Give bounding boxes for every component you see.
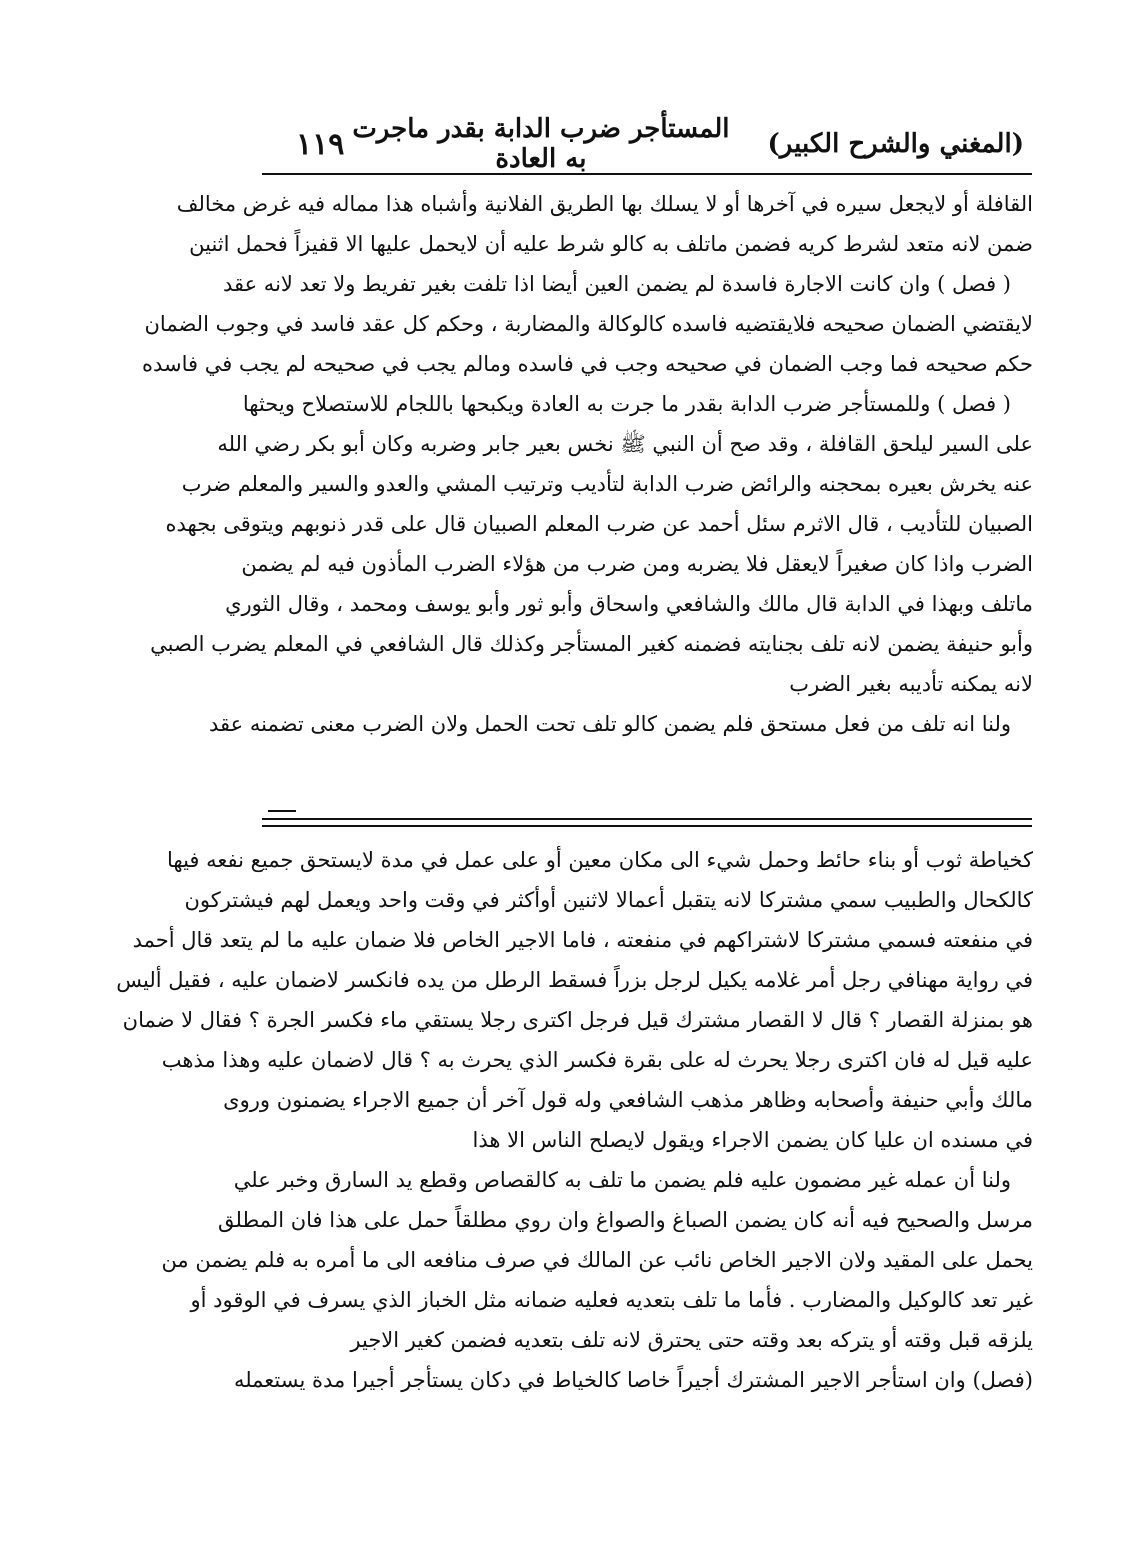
text-line: كالكحال والطبيب سمي مشتركا لانه يتقبل أعمالا لاثنين أوأكثر في وقت واحد ويعمل لهم فيشتركون bbox=[184, 888, 1033, 912]
text-line: كخياطة ثوب أو بناء حائط وحمل شيء الى مكان معين أو على عمل في مدة لايستحق جميع نفعه فيها bbox=[167, 848, 1033, 872]
upper-text-block bbox=[142, 184, 1033, 744]
text-line: ولنا انه تلف من فعل مستحق فلم يضمن كالو تلف تحت الحمل ولان الضرب معنى تضمنه عقد bbox=[209, 712, 1011, 736]
text-line: في مسنده ان عليا كان يضمن الاجراء ويقول لايصلح الناس الا هذا bbox=[472, 1128, 1033, 1152]
text-line: في رواية مهنافي رجل أمر غلامه يكيل لرجل بزراً فسقط الرطل من يده فانكسر لاضمان عليه ، فقيل أليس bbox=[116, 968, 1033, 992]
text-line: يحمل على المقيد ولان الاجير الخاص نائب عن المالك في صرف منافعه الى ما أمره به فلم يضمن من bbox=[161, 1248, 1033, 1272]
text-line: ( فصل ) وللمستأجر ضرب الدابة بقدر ما جرت به العادة ويكبحها باللجام للاستصلاح ويحثها bbox=[242, 392, 1011, 416]
text-line: لايقتضي الضمان صحيحه فلايقتضيه فاسده كالوكالة والمضاربة ، وحكم كل عقد فاسد في وجوب الضمان bbox=[144, 312, 1033, 336]
text-line: ولنا أن عمله غير مضمون عليه فلم يضمن ما تلف به كالقصاص وقطع يد السارق وخبر علي bbox=[233, 1168, 1011, 1192]
text-line: ضمن لانه متعد لشرط كريه فضمن ماتلف به كالو شرط عليه أن لايحمل عليها الا قفيزاً فحمل اثنين bbox=[189, 232, 1033, 256]
page-number: ١١٩ bbox=[296, 126, 345, 162]
text-line: وأبو حنيفة يضمن لانه تلف بجنايته فضمنه كغير المستأجر وكذلك قال الشافعي في المعلم يضرب الصبي bbox=[150, 632, 1033, 656]
book-title: (المغني والشرح الكبير) bbox=[767, 129, 1024, 159]
text-line: (فصل) وان استأجر الاجير المشترك أجيراً خاصا كالخياط في دكان يستأجر أجيرا مدة يستعمله bbox=[233, 1368, 1033, 1392]
lower-text-block bbox=[116, 840, 1033, 1400]
text-line: في منفعته فسمي مشتركا لاشتراكهم في منفعته ، فاما الاجير الخاص فلا ضمان عليه ما لم يتعد قال أحمد bbox=[132, 928, 1033, 952]
separator-mark bbox=[268, 810, 296, 812]
text-line: عنه يخرش بعيره بمحجنه والرائض ضرب الدابة لتأديب وترتيب المشي والعدو والسير والمعلم ضرب bbox=[181, 472, 1033, 496]
text-line: ( فصل ) وان كانت الاجارة فاسدة لم يضمن العين أيضا اذا تلفت بغير تفريط ولا تعد لانه عقد bbox=[222, 272, 1011, 296]
text-line: عليه قيل له فان اكترى رجلا يحرث له على بقرة فكسر الذي يحرث به ؟ قال لاضمان عليه وهذا مذهب bbox=[161, 1048, 1033, 1072]
text-line: القافلة أو لايجعل سيره في آخرها أو لا يسلك بها الطريق الفلانية وأشباه هذا مماله فيه غرض مخالف bbox=[176, 192, 1033, 216]
header-rule bbox=[262, 173, 1032, 175]
text-line: مرسل والصحيح فيه أنه كان يضمن الصباغ والصواغ وان روي مطلقاً حمل على هذا فان المطلق bbox=[217, 1208, 1033, 1232]
text-line: على السير ليلحق القافلة ، وقد صح أن النبي ﷺ نخس بعير جابر وضربه وكان أبو بكر رضي الله bbox=[217, 432, 1033, 456]
text-line: ماتلف وبهذا في الدابة قال مالك والشافعي واسحاق وأبو ثور وأبو يوسف ومحمد ، وقال الثوري bbox=[225, 592, 1033, 616]
text-line: هو بمنزلة القصار ؟ قال لا القصار مشترك قيل فرجل اكترى رجلا يستقي ماء فكسر الجرة ؟ فقال لا ضمان bbox=[122, 1008, 1033, 1032]
running-title: المستأجر ضرب الدابة بقدر ماجرت به العادة bbox=[352, 114, 730, 174]
text-line: الصبيان للتأديب ، قال الاثرم سئل أحمد عن ضرب المعلم الصبيان قال على قدر ذنوبهم ويتوقى بجهده bbox=[165, 512, 1033, 536]
text-line: حكم صحيحه فما وجب الضمان في صحيحه وجب في فاسده ومالم يجب في صحيحه لم يجب في فاسده bbox=[142, 352, 1033, 376]
text-line: مالك وأبي حنيفة وأصحابه وظاهر مذهب الشافعي وله قول آخر أن جميع الاجراء يضمنون وروى bbox=[223, 1088, 1033, 1112]
text-line: الضرب واذا كان صغيراً لايعقل فلا يضربه ومن ضرب من هؤلاء الضرب المأذون فيه لم يضمن bbox=[241, 552, 1033, 576]
section-divider bbox=[262, 818, 1032, 827]
text-line: غير تعد كالوكيل والمضارب . فأما ما تلف بتعديه فعليه ضمانه مثل الخباز الذي يسرف في الوقود أو bbox=[190, 1288, 1033, 1312]
text-line: يلزقه قبل وقته أو يتركه بعد وقته حتى يحترق لانه تلف بتعديه فضمن كغير الاجير bbox=[350, 1328, 1033, 1352]
page-header bbox=[290, 114, 1030, 174]
text-line: لانه يمكنه تأديبه بغير الضرب bbox=[789, 672, 1033, 696]
